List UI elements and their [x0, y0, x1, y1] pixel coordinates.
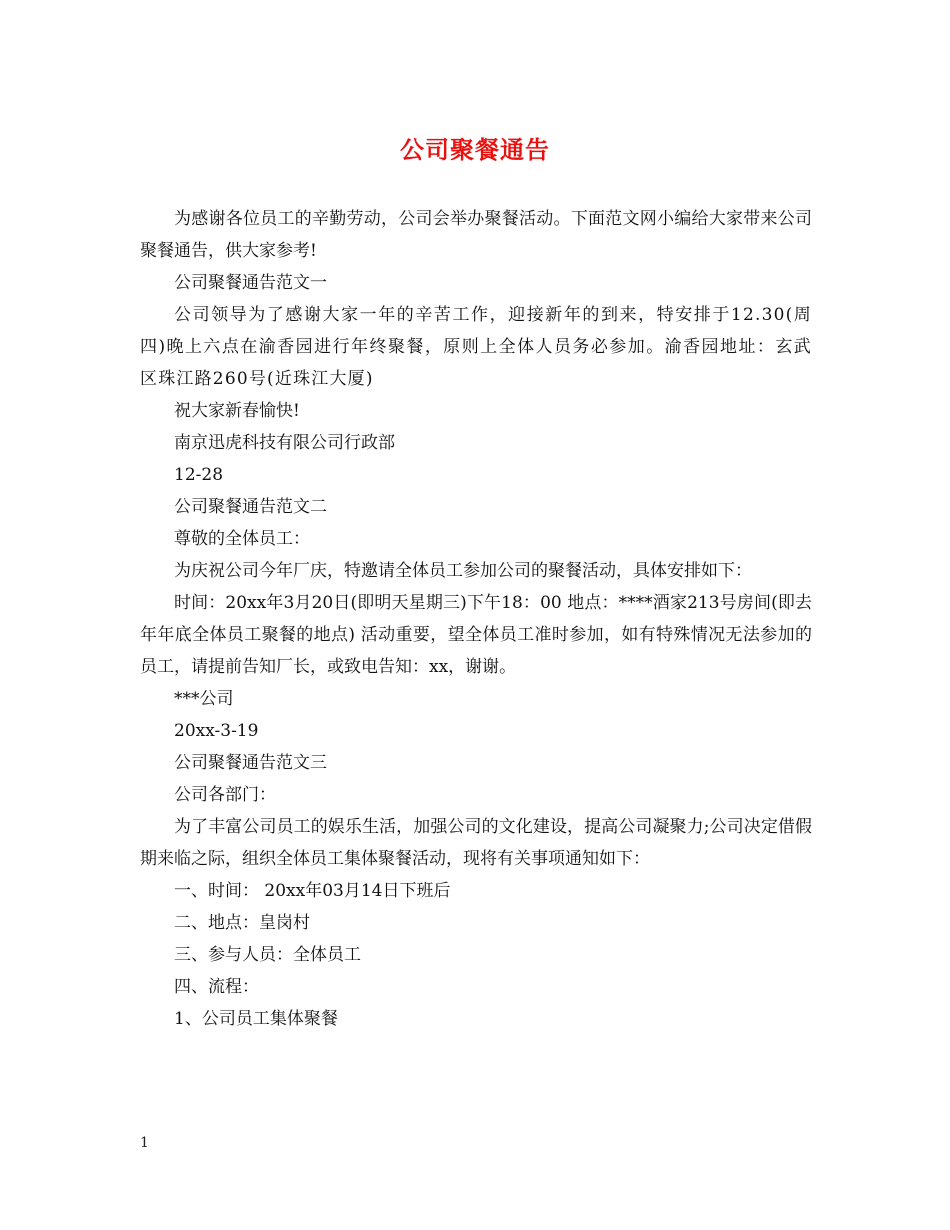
paragraph-sample-one-body: 公司领导为了感谢大家一年的辛苦工作，迎接新年的到来，特安排于12.30(周四)晚上六点在渝香园进行年终聚餐，原则上全体人员务必参加。渝香园地址：玄武区珠江路260号(近珠江大厦) [140, 305, 812, 389]
list-item-location: 二、地点：皇岗村 [174, 913, 310, 933]
paragraph-signature-dept: 南京迅虎科技有限公司行政部 [174, 433, 395, 453]
document-title: 公司聚餐通告 [400, 135, 550, 164]
paragraph-company-sign: ***公司 [174, 689, 234, 709]
heading-sample-one: 公司聚餐通告范文一 [174, 273, 327, 293]
heading-sample-two: 公司聚餐通告范文二 [174, 497, 327, 517]
page-number: 1 [140, 1135, 149, 1151]
list-item-process-step-one: 1、公司员工集体聚餐 [174, 1009, 338, 1029]
paragraph-signature-date: 12-28 [174, 465, 224, 485]
paragraph-company-date: 20xx-3-19 [174, 721, 259, 741]
list-item-participants: 三、参与人员：全体员工 [174, 945, 361, 965]
paragraph-greeting: 祝大家新春愉快! [174, 401, 300, 421]
heading-sample-three: 公司聚餐通告范文三 [174, 753, 327, 773]
paragraph-schedule: 时间：20xx年3月20日(即明天星期三)下午18：00 地点：****酒家213号房间(即去年年底全体员工聚餐的地点) 活动重要，望全体员工准时参加，如有特殊情况无法参加的员工，请提前告知厂长，或致电告知：xx，谢谢。 [140, 593, 812, 677]
paragraph-intro: 为感谢各位员工的辛勤劳动，公司会举办聚餐活动。下面范文网小编给大家带来公司聚餐通告，供大家参考! [140, 209, 812, 261]
list-item-time: 一、时间： 20xx年03月14日下班后 [174, 881, 451, 901]
paragraph-departments: 公司各部门： [174, 785, 276, 805]
list-item-process: 四、流程： [174, 977, 259, 997]
document-body [140, 203, 812, 1035]
paragraph-invitation: 为庆祝公司今年厂庆，特邀请全体员工参加公司的聚餐活动，具体安排如下： [174, 561, 752, 581]
paragraph-purpose: 为了丰富公司员工的娱乐生活，加强公司的文化建设，提高公司凝聚力;公司决定借假期来临之际，组织全体员工集体聚餐活动，现将有关事项通知如下： [140, 817, 812, 869]
paragraph-salutation: 尊敬的全体员工： [174, 529, 310, 549]
